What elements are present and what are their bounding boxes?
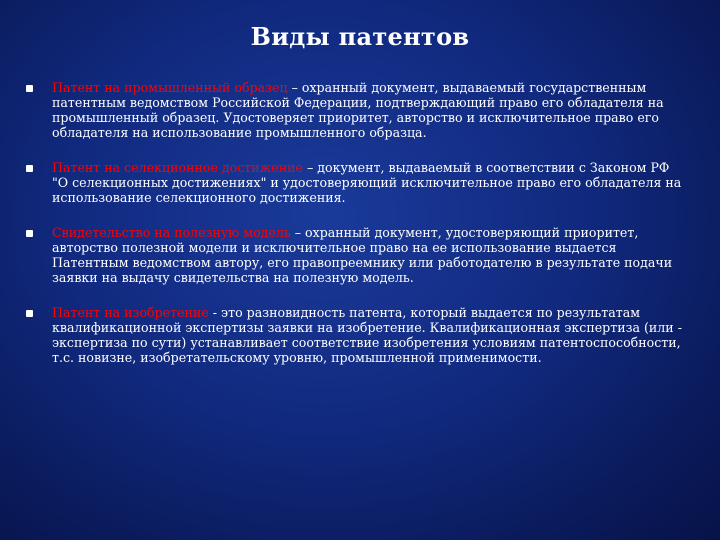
square-bullet-icon xyxy=(26,230,33,237)
list-item xyxy=(26,305,686,365)
list-item xyxy=(26,225,686,285)
item-text: - это разновидность патента, который выдается по результатам квалификационной экспертизы заявки на изобретение. Квалификационная экспертиза (или - экспертиза по сути) устанавливает соответствие изобретения условиям патентоспособности, т.с. новизне, изобретательскому уровню, промышленной применимости. xyxy=(52,305,682,365)
slide-title: Виды патентов xyxy=(250,22,470,51)
square-bullet-icon xyxy=(26,310,33,317)
list-item xyxy=(26,160,686,205)
item-text: – охранный документ, выдаваемый государственным патентным ведомством Российской Федерации, подтверждающий право его обладателя на промышленный образец. Удостоверяет приоритет, авторство и исключительное право его обладателя на использование промышленного образца. xyxy=(52,80,664,140)
square-bullet-icon xyxy=(26,165,33,172)
bullet-list xyxy=(26,80,686,385)
list-item xyxy=(26,80,686,140)
item-term: Патент на промышленный образец xyxy=(52,80,288,95)
item-text: – охранный документ, удостоверяющий приоритет, авторство полезной модели и исключительное право на ее использование выдается Патентным ведомством автору, его правопреемнику или работодателю в результате подачи заявки на выдачу свидетельства на полезную модель. xyxy=(52,225,673,285)
item-text: – документ, выдаваемый в соответствии с Законом РФ "О селекционных достижениях" и удостоверяющий исключительное право его обладателя на использование селекционного достижения. xyxy=(52,160,682,205)
item-term: Патент на изобретение xyxy=(52,305,209,320)
square-bullet-icon xyxy=(26,85,33,92)
item-term: Свидетельство на полезную модель xyxy=(52,225,291,240)
item-term: Патент на селекционное достижение xyxy=(52,160,303,175)
